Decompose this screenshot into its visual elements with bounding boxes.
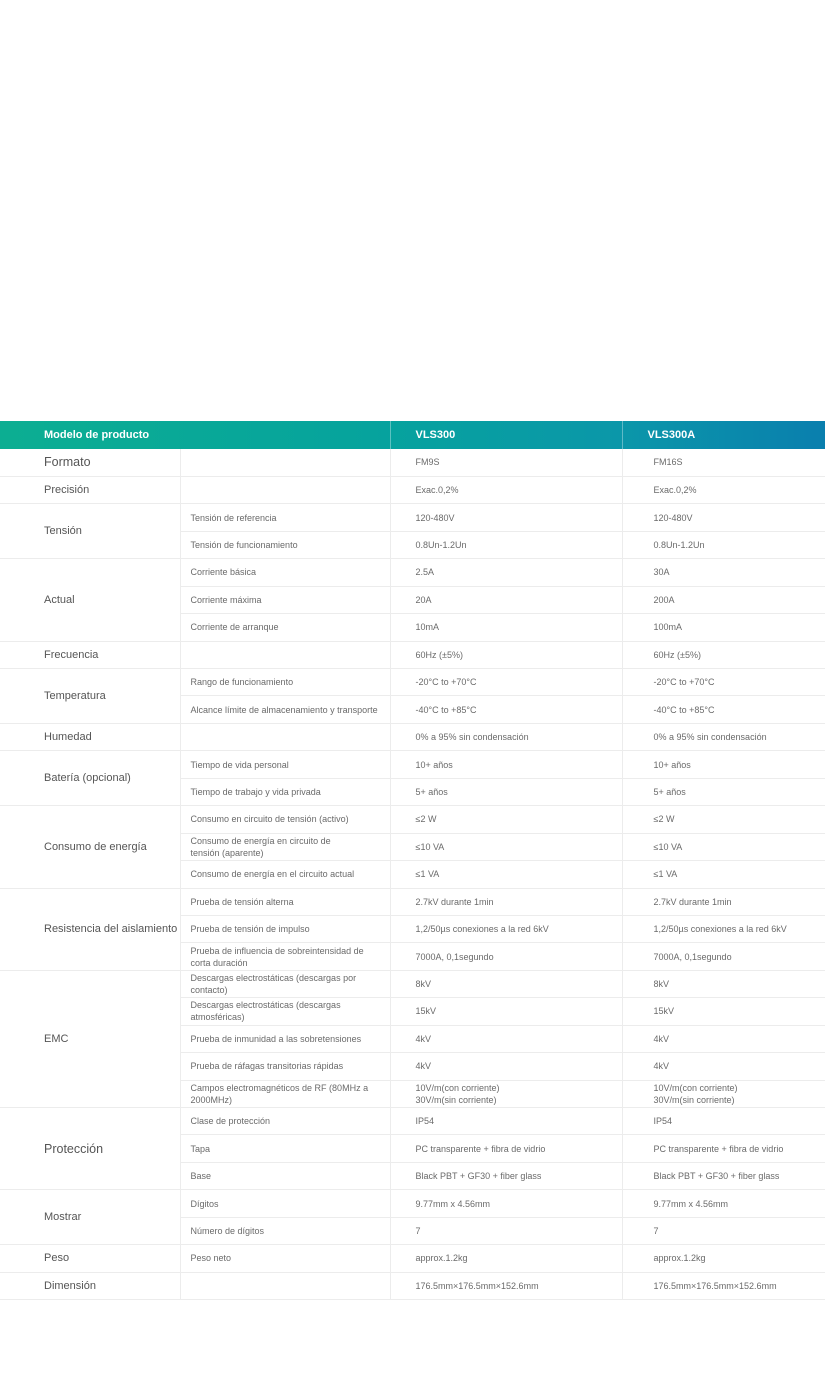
value-vls300a-cell: approx.1.2kg xyxy=(622,1245,825,1272)
value-vls300a-cell: 2.7kV durante 1min xyxy=(622,888,825,915)
value-vls300-cell: 2.7kV durante 1min xyxy=(390,888,622,915)
table-row xyxy=(0,723,825,750)
value-vls300a-cell: -40°C to +85°C xyxy=(622,696,825,723)
parameter-cell: Peso neto xyxy=(180,1245,390,1272)
parameter-cell: Rango de funcionamiento xyxy=(180,669,390,696)
value-vls300-cell: 15kV xyxy=(390,998,622,1025)
parameter-cell: Tapa xyxy=(180,1135,390,1162)
spec-table-body xyxy=(0,449,825,1300)
table-row xyxy=(0,1190,825,1217)
parameter-cell: Prueba de tensión alterna xyxy=(180,888,390,915)
value-vls300a-cell: 60Hz (±5%) xyxy=(622,641,825,668)
parameter-cell: Tiempo de trabajo y vida privada xyxy=(180,778,390,805)
parameter-cell: Clase de protección xyxy=(180,1108,390,1135)
category-cell: Mostrar xyxy=(0,1190,180,1245)
parameter-cell: Alcance límite de almacenamiento y transporte xyxy=(180,696,390,723)
value-vls300-cell: 4kV xyxy=(390,1053,622,1080)
value-vls300a-cell: IP54 xyxy=(622,1108,825,1135)
value-vls300a-cell: 7 xyxy=(622,1217,825,1244)
value-vls300-cell: PC transparente + fibra de vidrio xyxy=(390,1135,622,1162)
parameter-cell: Base xyxy=(180,1162,390,1189)
value-vls300a-cell: FM16S xyxy=(622,449,825,476)
parameter-cell: Prueba de inmunidad a las sobretensiones xyxy=(180,1025,390,1052)
value-vls300-cell: 10+ años xyxy=(390,751,622,778)
parameter-cell: Consumo de energía en el circuito actual xyxy=(180,861,390,888)
category-cell: Formato xyxy=(0,449,180,476)
parameter-cell: Tensión de funcionamiento xyxy=(180,531,390,558)
value-vls300-cell: 7000A, 0,1segundo xyxy=(390,943,622,970)
parameter-cell: Número de dígitos xyxy=(180,1217,390,1244)
category-cell: Resistencia del aislamiento xyxy=(0,888,180,970)
parameter-cell xyxy=(180,641,390,668)
value-vls300a-cell: Black PBT + GF30 + fiber glass xyxy=(622,1162,825,1189)
category-cell: Consumo de energía xyxy=(0,806,180,888)
value-vls300a-cell: 10V/m(con corriente) 30V/m(sin corriente) xyxy=(622,1080,825,1107)
parameter-cell: Descargas electrostáticas (descargas por contacto) xyxy=(180,970,390,997)
category-cell: Protección xyxy=(0,1108,180,1190)
category-cell: EMC xyxy=(0,970,180,1107)
value-vls300a-cell: 120-480V xyxy=(622,504,825,531)
value-vls300a-cell: 15kV xyxy=(622,998,825,1025)
header-vls300: VLS300 xyxy=(390,421,622,449)
parameter-cell: Prueba de influencia de sobreintensidad de corta duración xyxy=(180,943,390,970)
value-vls300-cell: 2.5A xyxy=(390,559,622,586)
value-vls300a-cell: ≤1 VA xyxy=(622,861,825,888)
parameter-cell: Corriente de arranque xyxy=(180,614,390,641)
value-vls300-cell: ≤2 W xyxy=(390,806,622,833)
category-cell: Peso xyxy=(0,1245,180,1272)
value-vls300-cell: approx.1.2kg xyxy=(390,1245,622,1272)
value-vls300a-cell: 8kV xyxy=(622,970,825,997)
parameter-cell xyxy=(180,1272,390,1299)
value-vls300-cell: 20A xyxy=(390,586,622,613)
value-vls300a-cell: 1,2/50µs conexiones a la red 6kV xyxy=(622,915,825,942)
value-vls300a-cell: 4kV xyxy=(622,1025,825,1052)
parameter-cell: Dígitos xyxy=(180,1190,390,1217)
value-vls300-cell: 176.5mm×176.5mm×152.6mm xyxy=(390,1272,622,1299)
header-vls300a: VLS300A xyxy=(647,429,696,441)
value-vls300-cell: 10mA xyxy=(390,614,622,641)
value-vls300-cell: 4kV xyxy=(390,1025,622,1052)
table-row xyxy=(0,888,825,915)
table-row xyxy=(0,1245,825,1272)
value-vls300a-cell: 200A xyxy=(622,586,825,613)
category-cell: Actual xyxy=(0,559,180,641)
table-row xyxy=(0,449,825,476)
parameter-cell: Corriente máxima xyxy=(180,586,390,613)
value-vls300a-cell: 5+ años xyxy=(622,778,825,805)
value-vls300-cell: 1,2/50µs conexiones a la red 6kV xyxy=(390,915,622,942)
parameter-cell: Tensión de referencia xyxy=(180,504,390,531)
value-vls300-cell: Black PBT + GF30 + fiber glass xyxy=(390,1162,622,1189)
parameter-cell: Consumo de energía en circuito de tensión (aparente) xyxy=(180,833,390,860)
value-vls300-cell: FM9S xyxy=(390,449,622,476)
table-header-row xyxy=(0,421,825,449)
parameter-cell xyxy=(180,476,390,503)
parameter-cell: Prueba de ráfagas transitorias rápidas xyxy=(180,1053,390,1080)
value-vls300a-cell: 0% a 95% sin condensación xyxy=(622,723,825,750)
category-cell: Dimensión xyxy=(0,1272,180,1299)
value-vls300-cell: 7 xyxy=(390,1217,622,1244)
table-row xyxy=(0,641,825,668)
table-row xyxy=(0,1108,825,1135)
table-row xyxy=(0,1272,825,1299)
spec-table xyxy=(0,421,825,1300)
category-cell: Humedad xyxy=(0,723,180,750)
category-cell: Temperatura xyxy=(0,669,180,724)
table-row xyxy=(0,504,825,531)
value-vls300a-cell: 10+ años xyxy=(622,751,825,778)
value-vls300a-cell: 30A xyxy=(622,559,825,586)
parameter-cell xyxy=(180,449,390,476)
value-vls300a-cell: 0.8Un-1.2Un xyxy=(622,531,825,558)
value-vls300-cell: 120-480V xyxy=(390,504,622,531)
category-cell: Frecuencia xyxy=(0,641,180,668)
category-cell: Tensión xyxy=(0,504,180,559)
header-model-label: Modelo de producto xyxy=(44,429,150,441)
category-cell: Precisión xyxy=(0,476,180,503)
value-vls300a-cell: Exac.0,2% xyxy=(622,476,825,503)
parameter-cell: Tiempo de vida personal xyxy=(180,751,390,778)
header-blank xyxy=(180,421,390,449)
value-vls300-cell: 10V/m(con corriente) 30V/m(sin corriente) xyxy=(390,1080,622,1107)
table-row xyxy=(0,559,825,586)
parameter-cell: Prueba de tensión de impulso xyxy=(180,915,390,942)
parameter-cell xyxy=(180,723,390,750)
value-vls300-cell: -20°C to +70°C xyxy=(390,669,622,696)
value-vls300a-cell: PC transparente + fibra de vidrio xyxy=(622,1135,825,1162)
value-vls300-cell: 60Hz (±5%) xyxy=(390,641,622,668)
value-vls300a-cell: 4kV xyxy=(622,1053,825,1080)
parameter-cell: Descargas electrostáticas (descargas atmosféricas) xyxy=(180,998,390,1025)
table-row xyxy=(0,751,825,778)
value-vls300a-cell: -20°C to +70°C xyxy=(622,669,825,696)
category-cell: Batería (opcional) xyxy=(0,751,180,806)
value-vls300-cell: 9.77mm x 4.56mm xyxy=(390,1190,622,1217)
value-vls300-cell: 5+ años xyxy=(390,778,622,805)
value-vls300-cell: IP54 xyxy=(390,1108,622,1135)
table-row xyxy=(0,476,825,503)
table-row xyxy=(0,970,825,997)
value-vls300a-cell: 176.5mm×176.5mm×152.6mm xyxy=(622,1272,825,1299)
value-vls300-cell: -40°C to +85°C xyxy=(390,696,622,723)
value-vls300-cell: 8kV xyxy=(390,970,622,997)
value-vls300-cell: ≤1 VA xyxy=(390,861,622,888)
value-vls300-cell: 0% a 95% sin condensación xyxy=(390,723,622,750)
parameter-cell: Campos electromagnéticos de RF (80MHz a 2000MHz) xyxy=(180,1080,390,1107)
parameter-cell: Consumo en circuito de tensión (activo) xyxy=(180,806,390,833)
value-vls300a-cell: 7000A, 0,1segundo xyxy=(622,943,825,970)
value-vls300a-cell: ≤2 W xyxy=(622,806,825,833)
value-vls300-cell: 0.8Un-1.2Un xyxy=(390,531,622,558)
value-vls300a-cell: ≤10 VA xyxy=(622,833,825,860)
table-row xyxy=(0,806,825,833)
value-vls300-cell: Exac.0,2% xyxy=(390,476,622,503)
value-vls300a-cell: 100mA xyxy=(622,614,825,641)
parameter-cell: Corriente básica xyxy=(180,559,390,586)
value-vls300-cell: ≤10 VA xyxy=(390,833,622,860)
value-vls300a-cell: 9.77mm x 4.56mm xyxy=(622,1190,825,1217)
table-row xyxy=(0,669,825,696)
